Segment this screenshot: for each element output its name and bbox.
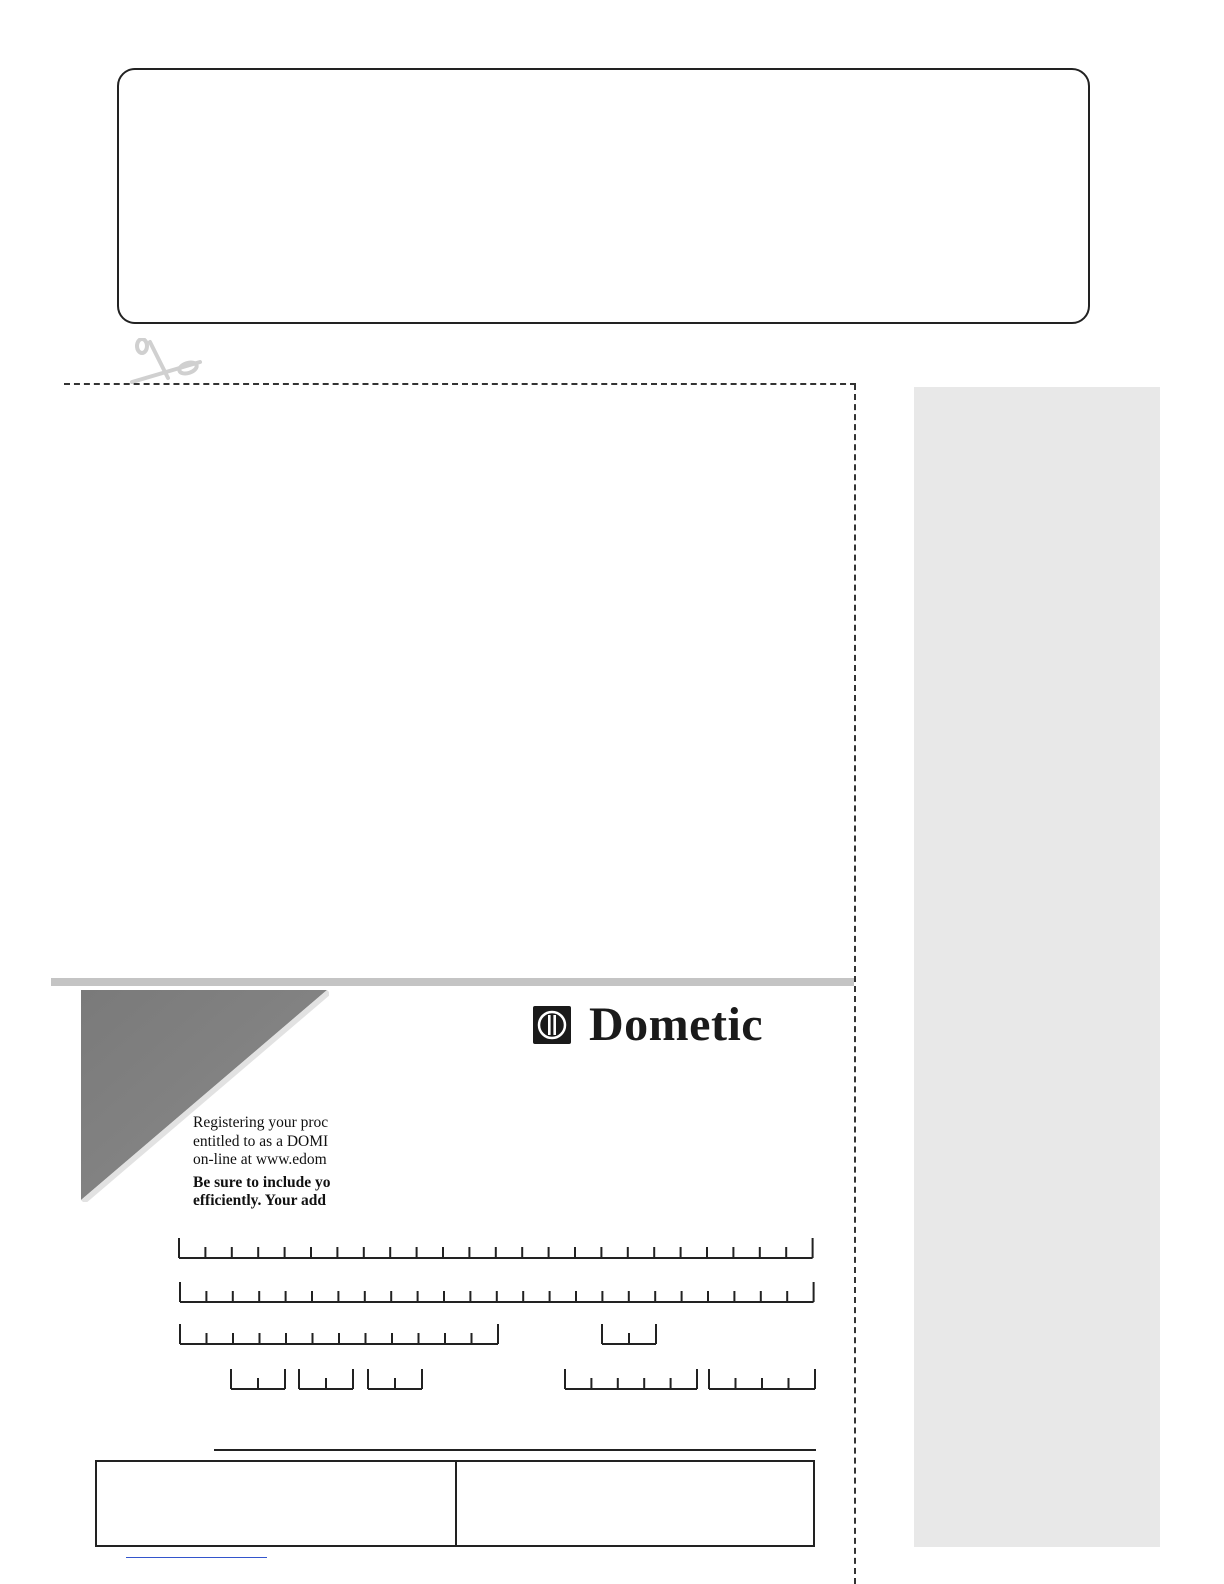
signature-line[interactable] bbox=[214, 1449, 816, 1451]
bottom-cell-left[interactable] bbox=[97, 1462, 457, 1545]
field-row-4a[interactable] bbox=[231, 1369, 285, 1389]
intro-line: on-line at www.edom bbox=[193, 1151, 327, 1169]
intro-line: entitled to as a DOMI bbox=[193, 1132, 329, 1150]
bottom-info-table bbox=[95, 1460, 815, 1547]
field-row-1[interactable] bbox=[179, 1238, 813, 1258]
intro-bold-line: Be sure to include yo bbox=[193, 1173, 331, 1191]
field-row-4b[interactable] bbox=[299, 1369, 353, 1389]
bottom-cell-right[interactable] bbox=[457, 1462, 813, 1545]
field-row-4e[interactable] bbox=[709, 1369, 815, 1389]
intro-bold-line: efficiently. Your add bbox=[193, 1192, 327, 1210]
field-row-4c[interactable] bbox=[368, 1369, 422, 1389]
field-row-4d[interactable] bbox=[565, 1369, 697, 1389]
intro-line: Registering your proc bbox=[193, 1114, 329, 1131]
brand-wordmark: Dometic bbox=[589, 998, 764, 1051]
link-underline[interactable] bbox=[126, 1557, 267, 1558]
field-row-3b[interactable] bbox=[602, 1324, 656, 1344]
field-row-3a[interactable] bbox=[180, 1324, 498, 1344]
field-row-2[interactable] bbox=[180, 1282, 814, 1302]
